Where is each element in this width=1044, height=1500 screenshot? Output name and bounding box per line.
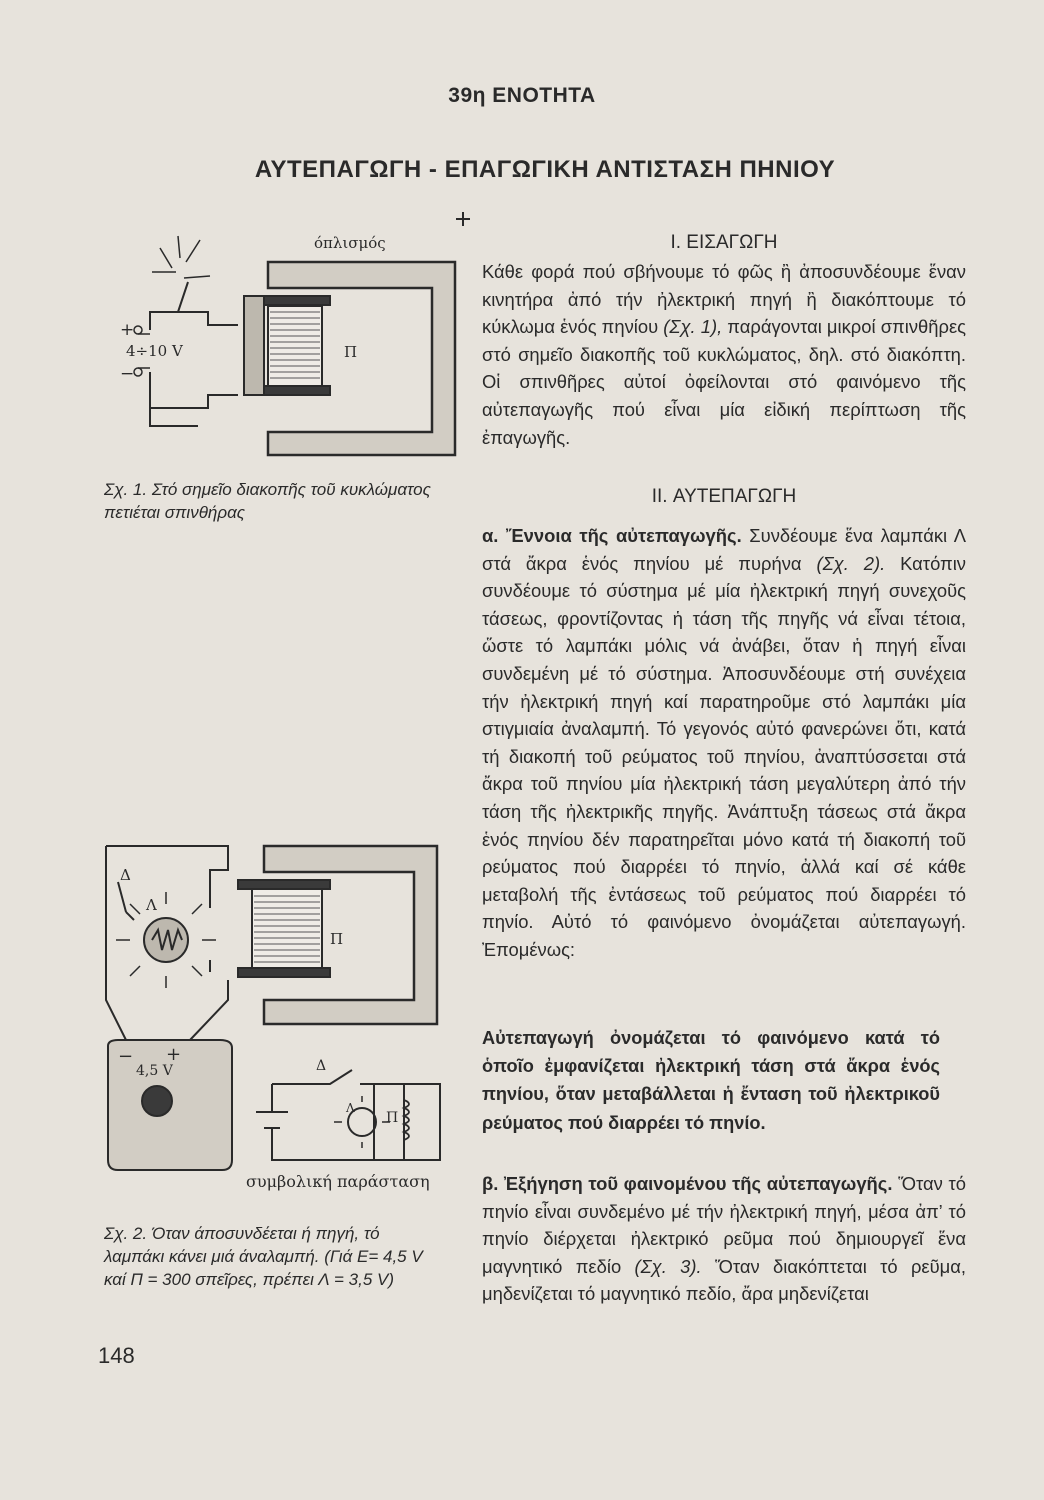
concept-paragraph: α. Ἔννοια τῆς αὐτεπαγωγῆς. Συνδέουμε ἕνα λαμπάκι Λ στά ἄκρα ἑνός πηνίου μέ πυρήνα (Σχ. 2). Κατόπιν συνδέουμε τό σύστημα μέ μία ἠλεκτρική πηγή συνεχοῦς τάσεως, φροντίζοντας ἡ τάση τῆς πηγῆς νά εἶναι τέτοια, ὥστε τό λαμπάκι μόλις νά ἀνάβει, ὅταν ἡ πηγή εἶναι συνδεμένη μέ τό σύστημα. Ἀποσυνδέουμε στή συνέχεια τήν ἠλεκτρική πηγή καί παρατηροῦμε στό λαμπάκι μία στιγμιαία ἀναλαμπή. Τό γεγονός αὐτό φανερώνει ὅτι, κατά τή διακοπή τοῦ ρεύματος τοῦ πηνίου, ἀναπτύσσεται στά ἄκρα τοῦ πηνίου μία ἠλεκτρική τάση μεγαλύτερη ἀπό τήν τάση τῆς ἠλεκτρικῆς πηγῆς. Ἀνάπτυξη τάσεως στά ἄκρα ἑνός πηνίου δέν παρατηρεῖται μόνο κατά τή διακοπή τοῦ ρεύματος πού διαρρέει τό πηνίο, ἀλλά καί σέ κάθε μεταβολή τῆς ἐντάσεως τοῦ ρεύματος πού διαρρέει τό πηνίο. Αὐτό τό φαινόμενο ὀνομάζεται αὐτεπαγωγή. Ἐπομένως: [482,525,967,960]
coil-label: Π [344,343,358,361]
symbolic-switch-label: Δ [316,1058,327,1074]
lamp-label: Λ [146,896,157,914]
definition-box: Αὐτεπαγωγή ὀνομάζεται τό φαινόμενο κατά τό ὁποῖο ἐμφανίζεται ἠλεκτρική τάση στά ἄκρα ἑνός πηνίου, ὅταν μεταβάλλεται ἡ ἔνταση τοῦ ἠλεκτρικοῦ ρεύματος πού διαρρέει τό πηνίο. [482,1028,940,1133]
unit-heading: 39η ΕΝΟΤΗΤΑ [448,84,596,107]
armature-label: όπλισμός [314,234,386,252]
battery-voltage-label: 4,5 V [136,1063,173,1079]
switch-label: Δ [120,866,131,884]
figure-2-caption: Σχ. 2. Όταν άποσυνδέεται ή πηγή, τό λαμπάκι κάνει μιά άναλαμπή. (Γιά E= 4,5 V καί Π = 300 σπεῖρες, πρέπει Λ = 3,5 V) [104,1224,423,1289]
intro-heading: I. ΕΙΣΑΓΩΓΗ [670,232,778,253]
battery-plus-label: + [166,1044,182,1065]
minus-label: − [120,364,135,384]
figure-1-caption: Σχ. 1. Στό σημεῖο διακοπῆς τοῦ κυκλώματος πετιέται σπινθήρας [104,480,431,522]
symbolic-lamp-label: Λ [346,1101,355,1115]
intro-paragraph: Κάθε φορά πού σβήνουμε τό φῶς ἢ ἀποσυνδέουμε ἕναν κινητήρα ἀπό τήν ἠλεκτρική πηγή ἢ διακόπτουμε τό κύκλωμα ἑνός πηνίου (Σχ. 1), παράγονται μικροί σπινθῆρες στό σημεῖο διακοπῆς τοῦ κυκλώματος, δηλ. στό διακόπτη. Οἱ σπινθῆρες αὐτοί ὀφείλονται στό φαινόμενο τῆς αὐτεπαγωγῆς πού εἶναι μία εἰδική περίπτωση τῆς ἐπαγωγῆς. [482,261,967,448]
coil-label-2: Π [330,930,344,948]
symbolic-caption: συμβολική παράσταση [246,1172,430,1191]
page-title: ΑΥΤΕΠΑΓΩΓΗ - ΕΠΑΓΩΓΙΚΗ ΑΝΤΙΣΤΑΣΗ ΠΗΝΙΟΥ [254,156,836,183]
battery-minus-label: − [118,1046,134,1067]
symbolic-coil-label: Π [386,1110,399,1126]
plus-label: + [120,320,135,340]
page-number: 148 [98,1343,135,1368]
autoinduction-heading: II. ΑΥΤΕΠΑΓΩΓΗ [651,486,797,507]
voltage-label: 4÷10 V [126,342,183,360]
explanation-paragraph: β. Ἐξήγηση τοῦ φαινομένου τῆς αὐτεπαγωγῆς. Ὅταν τό πηνίο εἶναι συνδεμένο μέ τήν ἠλεκτρική πηγή, μέσα ἀπ’ τό πηνίο διέρχεται ἠλεκτρικό ρεῦμα πού δημιουργεῖ ἕνα μαγνητικό πεδίο (Σχ. 3). Ὅταν διακόπτεται τό ρεῦμα, μηδενίζεται τό μαγνητικό πεδίο, ἄρα μηδενίζεται [482,1173,967,1305]
